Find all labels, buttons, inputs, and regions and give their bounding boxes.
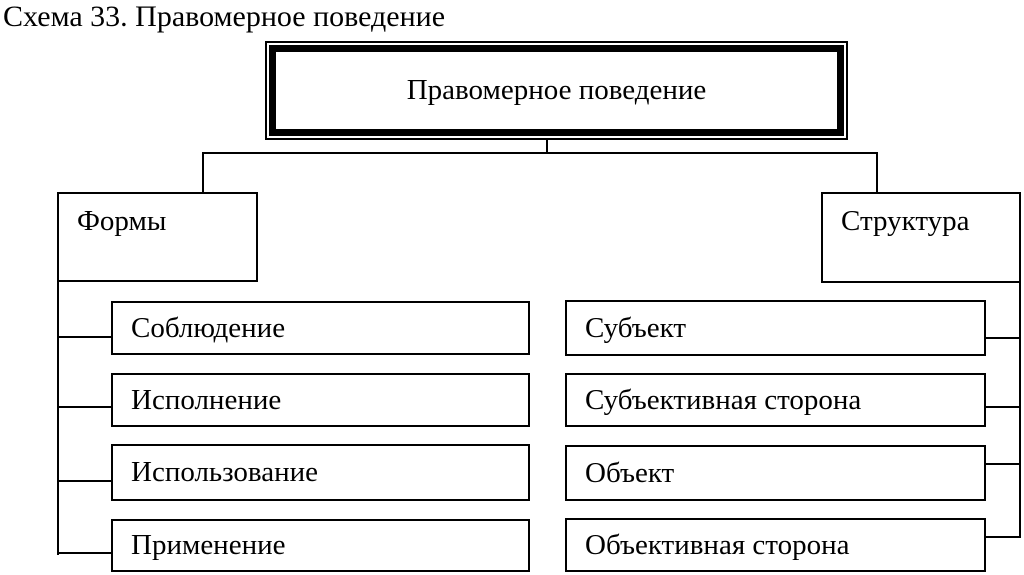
node-root-label: Правомерное поведение [406, 74, 707, 106]
connector-stub-execution [57, 406, 113, 408]
connector-stub-application [57, 552, 113, 554]
connector-stub-compliance [57, 336, 113, 338]
node-object: Объект [565, 445, 986, 501]
connector-drop-structure [876, 152, 878, 194]
connector-stub-usage [57, 480, 113, 482]
node-subjective-side: Субъективная сторона [565, 373, 986, 427]
node-application: Применение [111, 519, 530, 572]
node-objective-side: Объективная сторона [565, 518, 986, 572]
node-subject: Субъект [565, 300, 986, 356]
node-execution: Исполнение [111, 373, 530, 427]
node-usage: Использование [111, 444, 530, 501]
connector-stub-subjective-side [984, 406, 1021, 408]
node-structure: Структура [821, 192, 1021, 283]
connector-stub-objective-side [984, 536, 1021, 538]
node-root-inner-border [269, 45, 844, 136]
node-forms: Формы [57, 192, 258, 282]
connector-horizontal-rail [202, 152, 878, 154]
connector-right-spine [1019, 283, 1021, 538]
node-root [265, 41, 848, 140]
node-compliance: Соблюдение [111, 301, 530, 355]
connector-stub-subject [984, 337, 1021, 339]
connector-stub-object [984, 463, 1021, 465]
connector-left-spine [57, 280, 59, 555]
diagram-caption: Схема 33. Правомерное поведение [3, 0, 446, 33]
connector-drop-forms [202, 152, 204, 193]
